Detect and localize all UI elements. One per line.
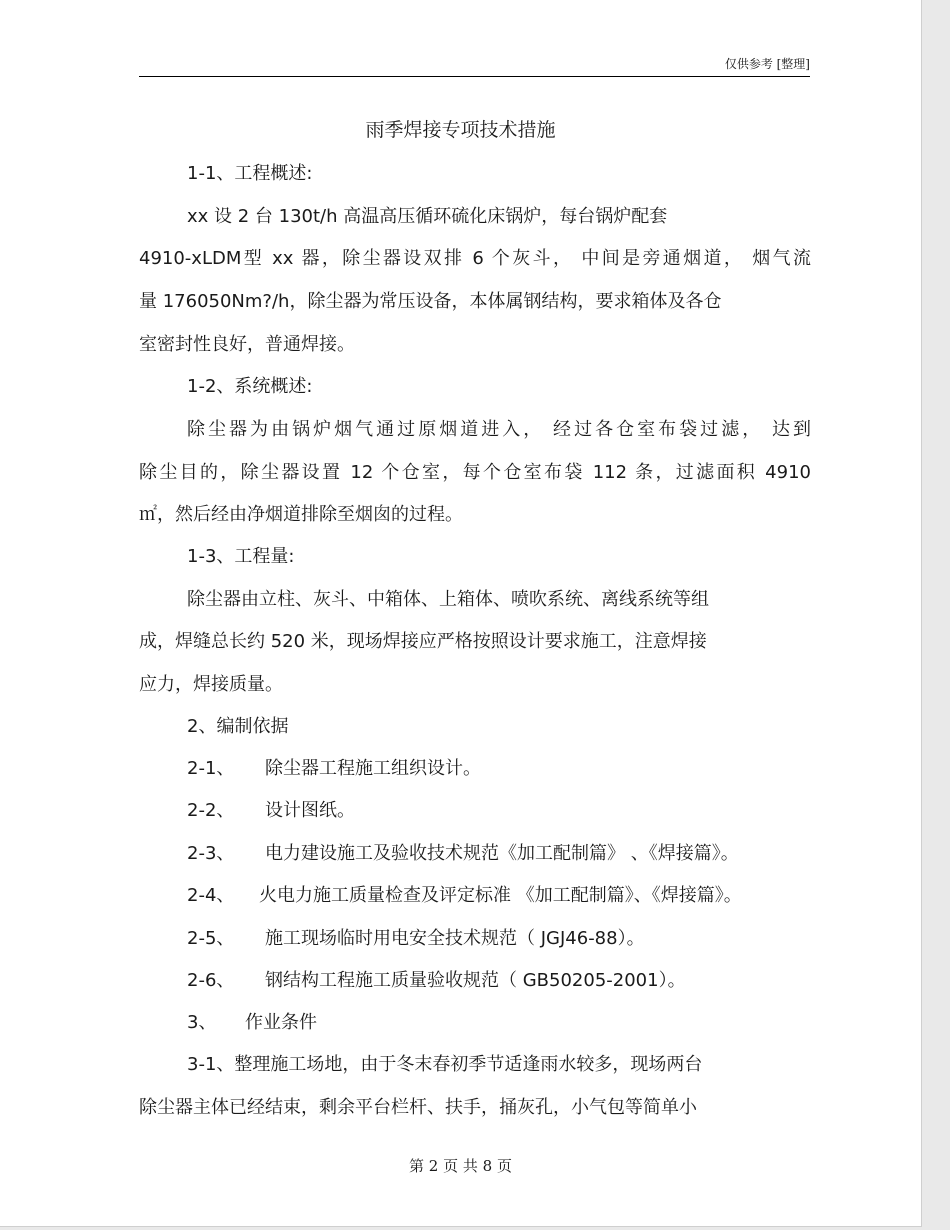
paragraph-line: 除尘器为由锅炉烟气通过原烟道进入， 经过各仓室布袋过滤， 达到	[187, 419, 811, 440]
paragraph-line: ㎡，然后经由净烟道排除至烟囱的过程。	[139, 504, 463, 525]
reference-text: 电力建设施工及验收技术规范《加工配制篇》 、《焊接篇》。	[265, 843, 739, 864]
reference-number: 2-1、	[187, 758, 235, 779]
paragraph-line: 除尘器主体已经结束，剩余平台栏杆、扶手，捅灰孔，小气包等简单小	[139, 1097, 697, 1118]
header-note: 仅供参考 [整理]	[724, 57, 810, 71]
reference-text: 设计图纸。	[265, 800, 355, 821]
paragraph-line: 4910-xLDM型 xx 器，除尘器设双排 6 个灰斗， 中间是旁通烟道， 烟气流	[139, 248, 811, 269]
section-heading-1-2: 1-2、系统概述:	[187, 376, 313, 397]
reference-number: 2-4、	[187, 885, 235, 906]
paragraph-line: 室密封性良好，普通焊接。	[139, 334, 355, 355]
paragraph-line: 成，焊缝总长约 520 米，现场焊接应严格按照设计要求施工，注意焊接	[139, 631, 707, 652]
page-footer: 第 2 页 共 8 页	[409, 1157, 512, 1175]
reference-item	[187, 799, 811, 823]
reference-text: 钢结构工程施工质量验收规范（ GB50205-2001）。	[265, 970, 686, 991]
section-title: 作业条件	[245, 1012, 317, 1033]
paragraph-line: 量 176050Nm?/h，除尘器为常压设备，本体属钢结构，要求箱体及各仓	[139, 291, 722, 312]
reference-text: 火电力施工质量检查及评定标准 《加工配制篇》、《焊接篇》。	[259, 885, 742, 906]
section-heading-2: 2、编制依据	[187, 716, 289, 737]
paragraph-line: 应力，焊接质量。	[139, 674, 283, 695]
section-heading-1-3: 1-3、工程量:	[187, 546, 295, 567]
reference-item	[187, 927, 811, 951]
section-heading-3	[187, 1011, 811, 1035]
reference-item	[187, 969, 811, 993]
reference-text: 除尘器工程施工组织设计。	[265, 758, 481, 779]
paragraph-line: 3-1、整理施工场地，由于冬末春初季节适逢雨水较多，现场两台	[187, 1054, 703, 1075]
document-title: 雨季焊接专项技术措施	[365, 119, 556, 141]
reference-number: 2-3、	[187, 843, 235, 864]
reference-number: 2-6、	[187, 970, 235, 991]
reference-number: 2-2、	[187, 800, 235, 821]
reference-item	[187, 884, 811, 908]
page-header	[139, 56, 810, 77]
paragraph-line: 除尘器由立柱、灰斗、中箱体、上箱体、喷吹系统、离线系统等组	[187, 589, 709, 610]
reference-number: 2-5、	[187, 928, 235, 949]
reference-text: 施工现场临时用电安全技术规范（ JGJ46-88）。	[265, 928, 645, 949]
paragraph-line: xx 设 2 台 130t/h 高温高压循环硫化床锅炉，每台锅炉配套	[187, 206, 668, 227]
section-number: 3、	[187, 1012, 217, 1033]
paragraph-line: 除尘目的，除尘器设置 12 个仓室，每个仓室布袋 112 条，过滤面积 4910	[139, 462, 811, 483]
section-heading-1-1: 1-1、工程概述:	[187, 163, 313, 184]
reference-item	[187, 842, 811, 866]
reference-item	[187, 757, 811, 781]
